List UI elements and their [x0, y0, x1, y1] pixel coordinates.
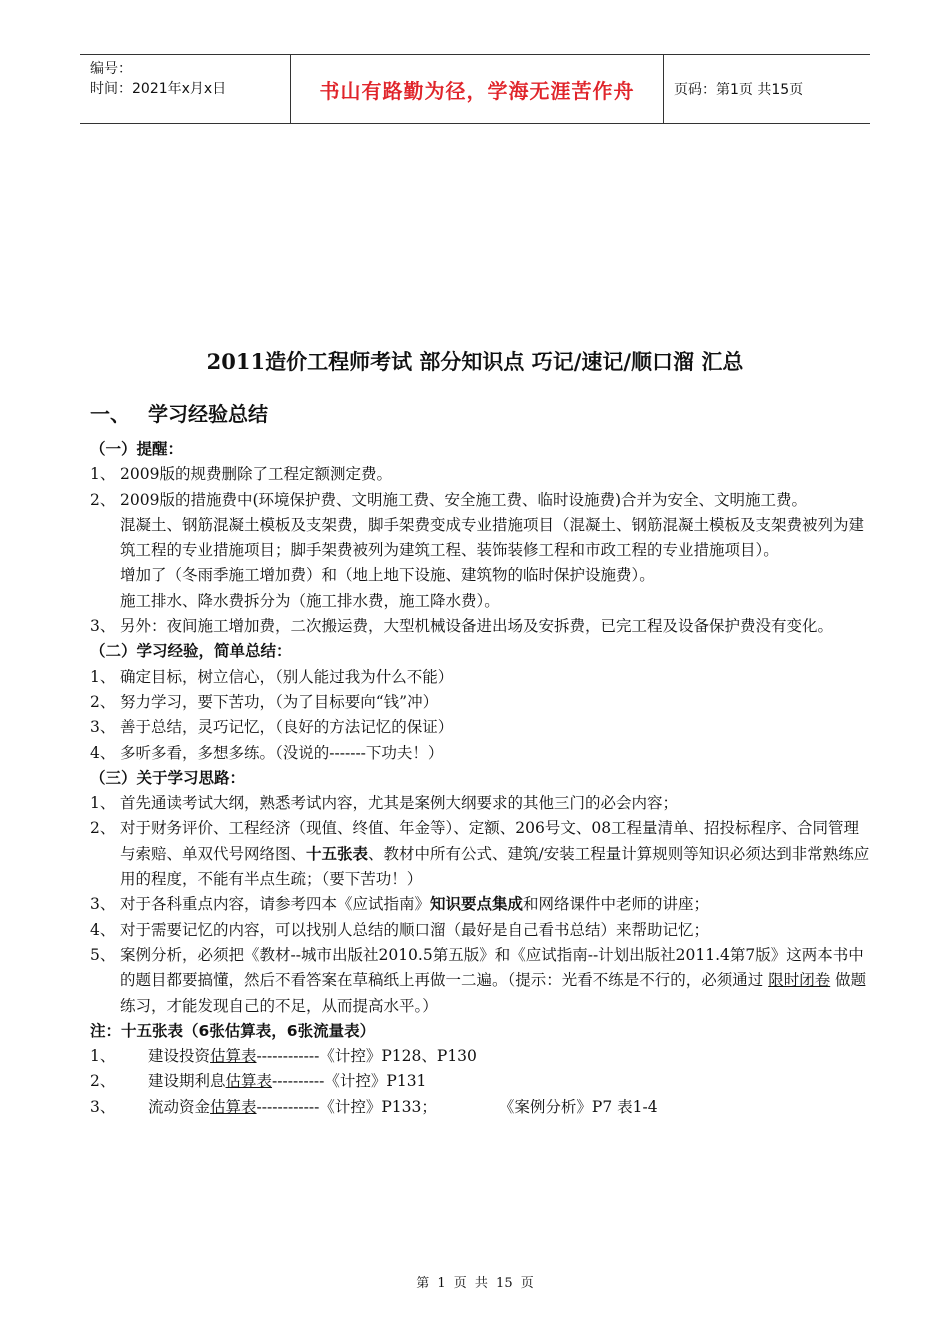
list-item — [90, 816, 870, 892]
item-text: 首先通读考试大纲，熟悉考试内容，尤其是案例大纲要求的其他三门的必会内容； — [120, 794, 679, 813]
list-item — [90, 943, 870, 1019]
item-text — [120, 943, 870, 1019]
item-text — [120, 816, 870, 892]
item-text: 善于总结，灵巧记忆，（良好的方法记忆的保证） — [120, 718, 454, 737]
header-motto: 书山有路勤为径，学海无涯苦作舟 — [290, 55, 664, 123]
text-run: 案例分析，必须把《教材--城市出版社2010.5第五版》和《应试指南--计划出版社2011.4第7版》这两本书中的题目都要搞懂，然后不看答案在草稿纸上再做一二遍。（提示：光看不练是不行的，必须通过 — [120, 945, 864, 990]
section-number: 一、 — [90, 402, 130, 426]
paragraph: 施工排水、降水费拆分为（施工排水费，施工降水费）。 — [120, 591, 500, 610]
note-heading: 注：十五张表（6张估算表，6张流量表） — [90, 1021, 376, 1040]
item-text: 多听多看，多想多练。（没说的-------下功夫！） — [120, 743, 444, 762]
row-text: 流动资金 — [148, 1097, 211, 1116]
item-number: 3、 — [90, 895, 116, 914]
list-item — [90, 665, 870, 690]
subheading-reminder: （一）提醒： — [90, 440, 184, 458]
text-run: 对于各科重点内容，请参考四本《应试指南》 — [120, 895, 431, 914]
item-number: 2、 — [90, 819, 116, 838]
underlined-text: 估算表 — [210, 1047, 257, 1066]
row-ref: ------------《计控》P133； — [256, 1097, 437, 1116]
subheading-experience: （二）学习经验，简单总结： — [90, 642, 292, 661]
text-run: 做题练习，才能发现自己的不足，从而提高水平。） — [120, 971, 867, 1015]
row-text: 建设期利息 — [148, 1072, 226, 1091]
item-number: 2、 — [90, 692, 116, 711]
bold-text: 知识要点集成 — [430, 895, 524, 914]
row-number: 1、 — [90, 1047, 116, 1066]
item-text: 另外：夜间施工增加费，二次搬运费，大型机械设备进出场及安拆费，已完工程及设备保护费没有变化。 — [120, 617, 834, 636]
row-number: 2、 — [90, 1072, 116, 1091]
item-number: 4、 — [90, 920, 116, 939]
underlined-text: 估算表 — [210, 1097, 257, 1116]
document-body — [90, 437, 870, 1120]
note-row — [90, 1095, 870, 1120]
paragraph: 增加了（冬雨季施工增加费）和（地上地下设施、建筑物的临时保护设施费）。 — [120, 566, 655, 585]
underlined-text: 限时闭卷 — [768, 971, 831, 990]
list-item — [90, 462, 870, 487]
list-item — [90, 715, 870, 740]
list-item — [90, 791, 870, 816]
row-text: 建设投资 — [148, 1047, 211, 1066]
item-text: 努力学习，要下苦功，（为了目标要向“钱”冲） — [120, 692, 439, 711]
number-label: 编号： — [90, 61, 132, 77]
time-label: 时间：2021年x月x日 — [90, 81, 227, 97]
subheading-study-approach: （三）关于学习思路： — [90, 768, 246, 787]
item-number: 3、 — [90, 718, 116, 737]
paragraph: 混凝土、钢筋混凝土模板及支架费，脚手架费变成专业措施项目（混凝土、钢筋混凝土模板及支架费被列为建筑工程的专业措施项目；脚手架费被列为建筑工程、装饰装修工程和市政工程的专业措施项目）。 — [120, 515, 865, 560]
item-number: 4、 — [90, 743, 116, 762]
item-number: 1、 — [90, 465, 116, 484]
list-item — [90, 741, 870, 766]
list-item — [90, 614, 870, 639]
text-run: 和网络课件中老师的讲座； — [523, 895, 710, 914]
list-item — [90, 918, 870, 943]
row-ref-extra: 《案例分析》P7 表1-4 — [498, 1097, 658, 1116]
item-text: 2009版的规费删除了工程定额测定费。 — [120, 465, 392, 484]
item-text: 2009版的措施费中(环境保护费、文明施工费、安全施工费、临时设施费)合并为安全、文明施工费。 — [120, 490, 808, 509]
page-footer: 第 1 页 共 15 页 — [416, 1276, 534, 1291]
row-ref: ------------《计控》P128、P130 — [256, 1047, 477, 1066]
item-text: 对于需要记忆的内容，可以找别人总结的顺口溜（最好是自己看书总结）来帮助记忆； — [120, 920, 710, 939]
item-number: 1、 — [90, 667, 116, 686]
document-title: 2011造价工程师考试 部分知识点 巧记/速记/顺口溜 汇总 — [206, 349, 744, 374]
bold-text: 十五张表 — [306, 844, 369, 863]
list-item — [90, 488, 870, 513]
page-header — [80, 54, 870, 124]
header-page-info: 页码：第1页 共15页 — [674, 82, 804, 98]
item-number: 1、 — [90, 794, 116, 813]
row-number: 3、 — [90, 1097, 116, 1116]
item-text: 确定目标，树立信心，（别人能过我为什么不能） — [120, 667, 454, 686]
item-number: 3、 — [90, 617, 116, 636]
text-run: 、教材中所有公式、建筑/安装工程量计算规则等知识必须达到非常熟练应用的程度，不能有半点生疏；（要下苦功！） — [120, 844, 870, 889]
note-row — [90, 1044, 870, 1069]
text-run: 对于财务评价、工程经济（现值、终值、年金等）、定额、206号文、08工程量清单、招投标程序、合同管理与索赔、单双代号网络图、 — [120, 819, 860, 863]
item-text — [120, 892, 870, 917]
note-row — [90, 1069, 870, 1094]
item-number: 5、 — [90, 945, 116, 964]
header-meta — [80, 55, 290, 123]
row-ref: ----------《计控》P131 — [272, 1072, 427, 1091]
section-heading — [90, 398, 268, 430]
list-item — [90, 892, 870, 917]
underlined-text: 估算表 — [225, 1072, 273, 1091]
item-number: 2、 — [90, 490, 116, 509]
section-title: 学习经验总结 — [148, 402, 268, 426]
list-item — [90, 690, 870, 715]
